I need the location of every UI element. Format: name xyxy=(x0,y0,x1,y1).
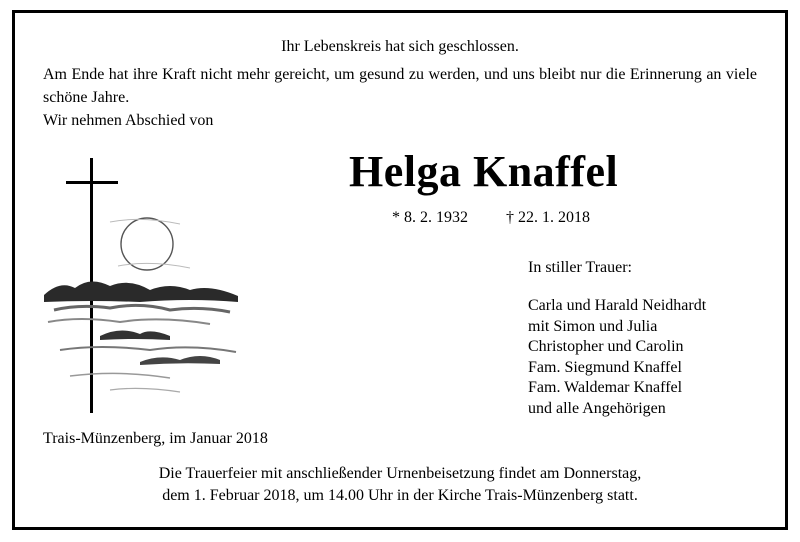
death-date: † 22. 1. 2018 xyxy=(506,209,590,226)
mourners-list xyxy=(528,296,706,420)
deceased-name: Helga Knaffel xyxy=(349,147,619,196)
mourner-item: Fam. Siegmund Knaffel xyxy=(528,358,682,376)
mourner-item: Fam. Waldemar Knaffel xyxy=(528,379,683,397)
mourner-item: Carla und Harald Neidhardt xyxy=(528,297,707,314)
cross-and-sunset-landscape-icon xyxy=(40,150,245,420)
intro-paragraph: Am Ende hat ihre Kraft nicht mehr gereicht, um gesund zu werden, und uns bleibt nur die Erinnerung an viele schöne Jahre. xyxy=(43,66,757,106)
mourner-item: mit Simon und Julia xyxy=(528,317,658,335)
place-and-date: Trais-Münzenberg, im Januar 2018 xyxy=(43,430,268,447)
farewell-line: Wir nehmen Abschied von xyxy=(43,112,214,129)
mourner-item: Christopher und Carolin xyxy=(528,338,684,356)
birth-date: * 8. 2. 1932 xyxy=(392,209,468,226)
mourner-item: und alle Angehörigen xyxy=(528,399,666,417)
mourning-heading: In stiller Trauer: xyxy=(528,259,632,276)
motto-line: Ihr Lebenskreis hat sich geschlossen. xyxy=(281,38,519,55)
ceremony-line: Die Trauerfeier mit anschließender Urnenbeisetzung findet am Donnerstag, xyxy=(158,465,642,482)
life-dates xyxy=(392,209,590,227)
ceremony-info xyxy=(0,463,800,507)
ceremony-line: dem 1. Februar 2018, um 14.00 Uhr in der Kirche Trais-Münzenberg statt. xyxy=(162,487,638,504)
